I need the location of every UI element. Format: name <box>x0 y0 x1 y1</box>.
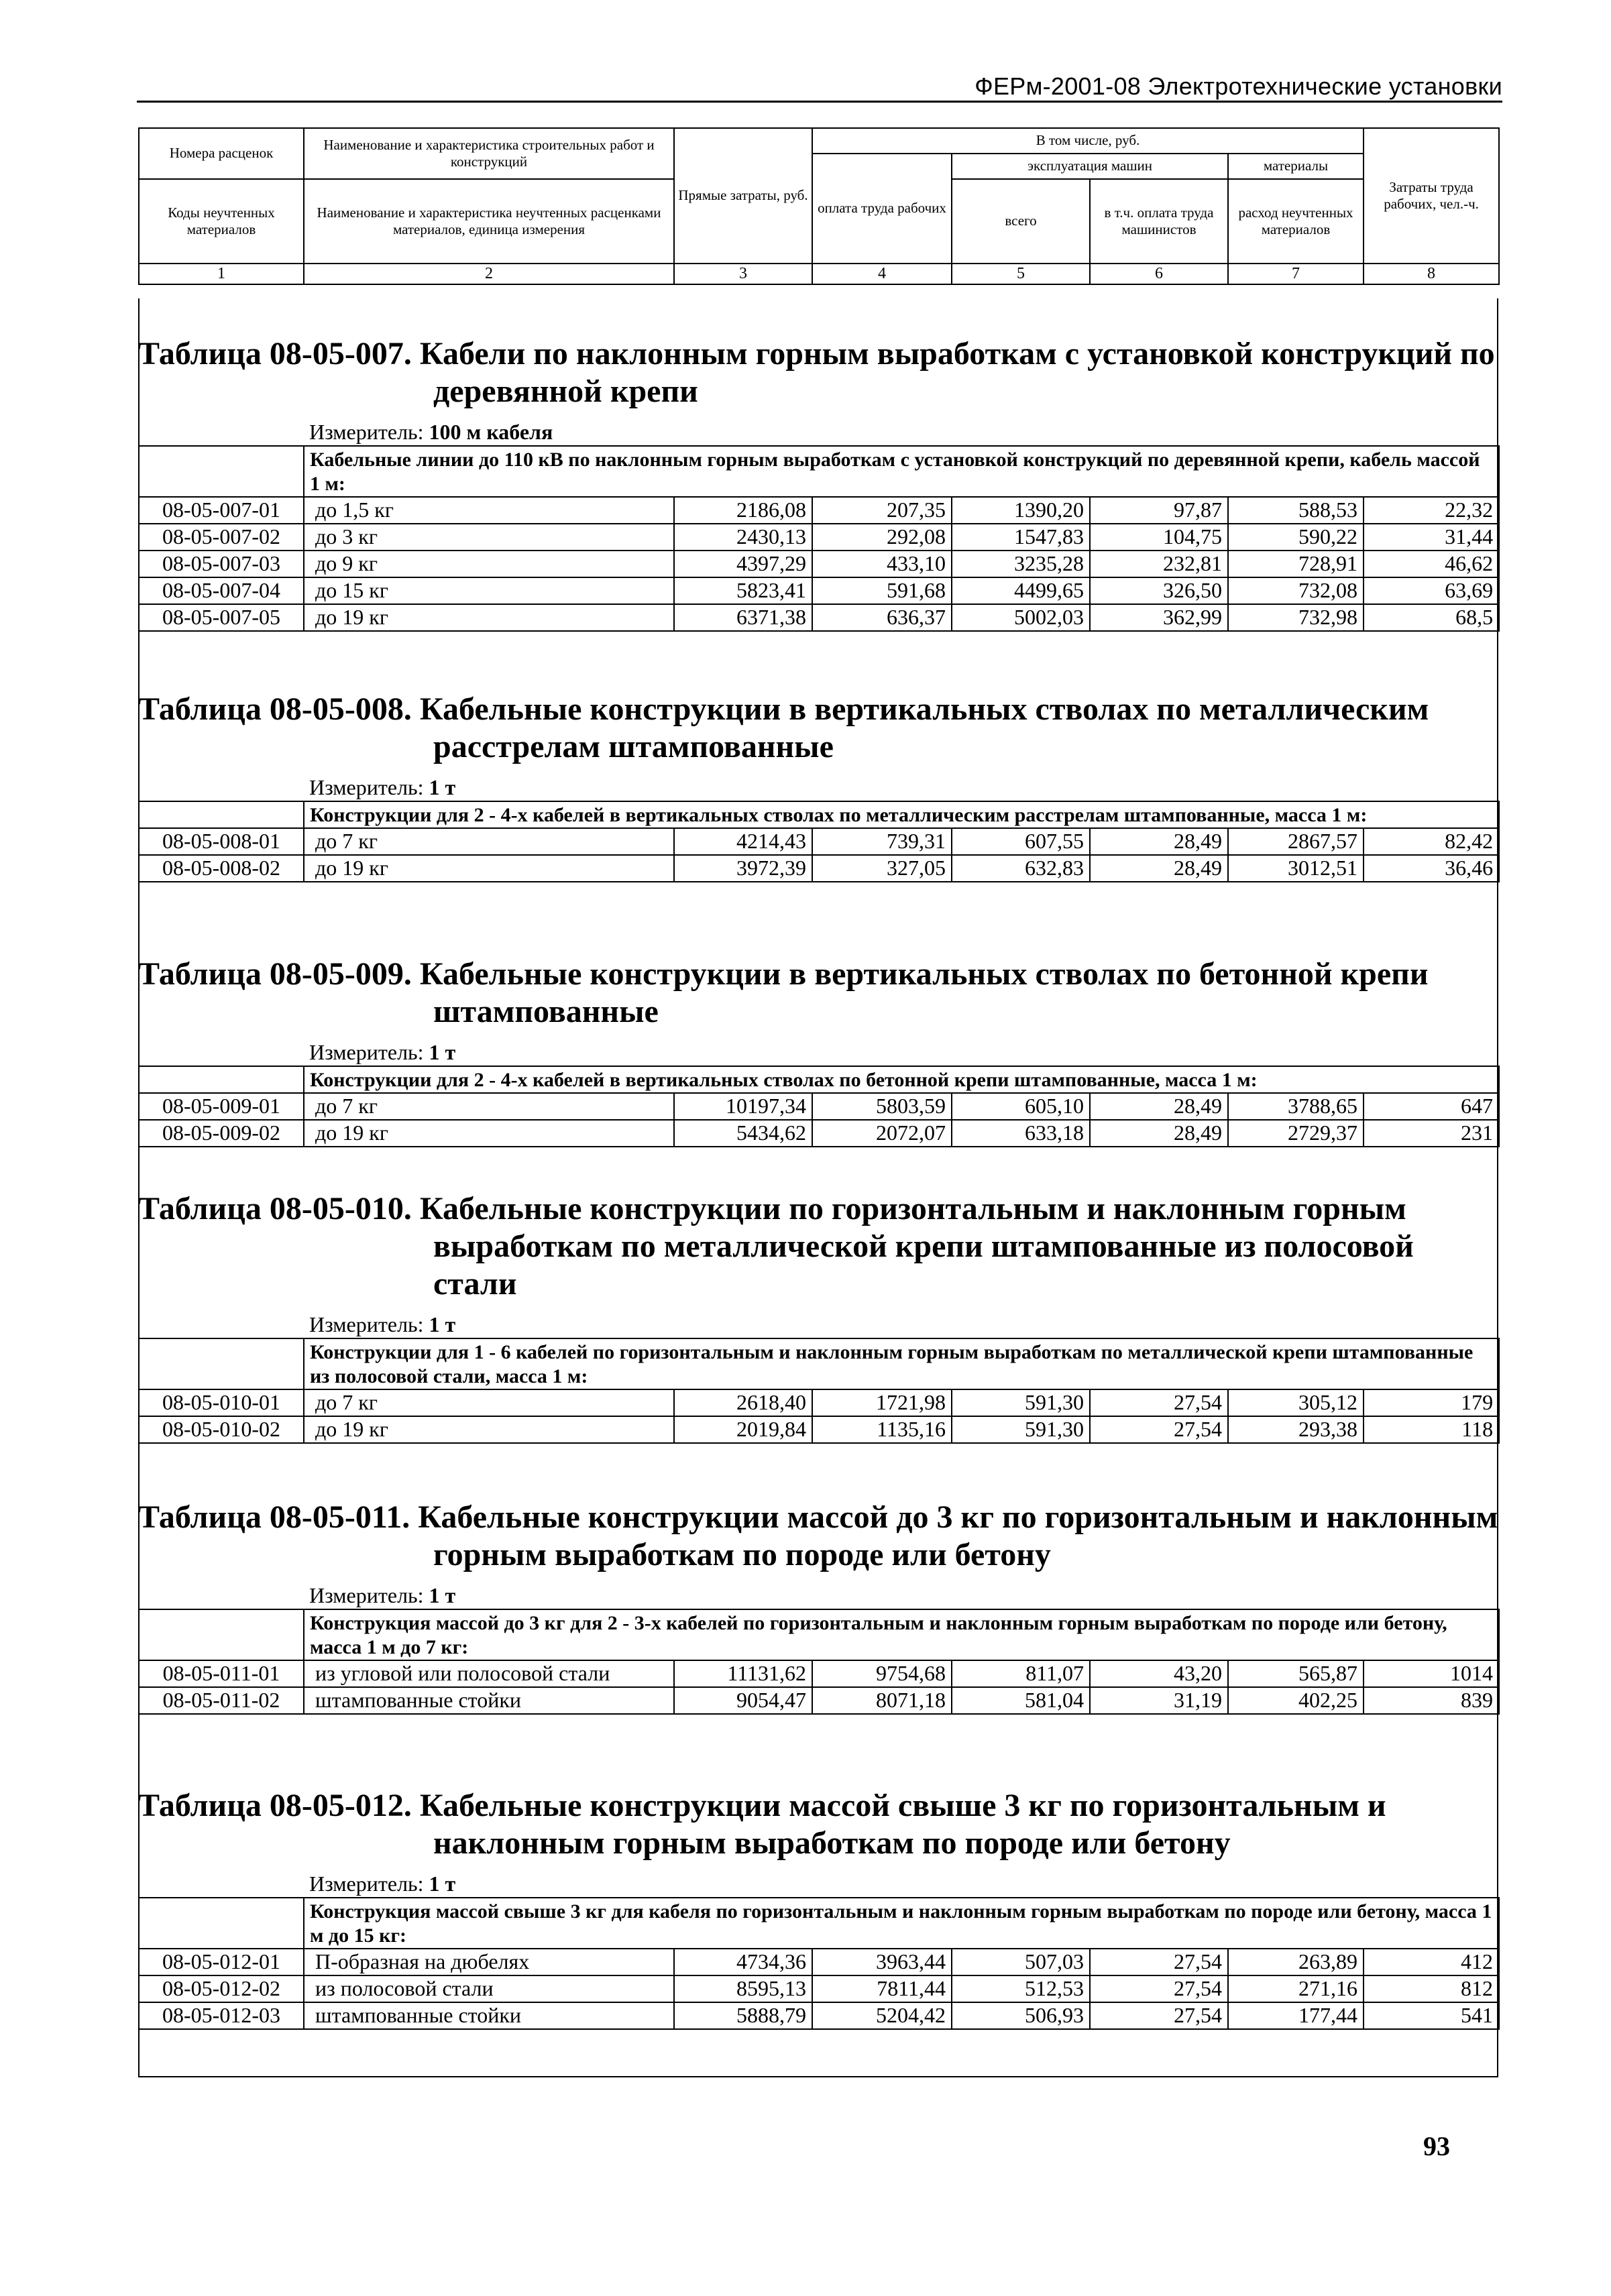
work-name: из полосовой стали <box>304 1975 674 2002</box>
table-title: Таблица 08-05-009. Кабельные конструкции в вертикальных стволах по бетонной крепи штампованные <box>138 956 1429 1029</box>
rate-code: 08-05-010-02 <box>139 1416 304 1443</box>
header-rule <box>137 101 1502 103</box>
materials-cost: 590,22 <box>1228 524 1364 551</box>
operators-pay: 27,54 <box>1090 1389 1228 1416</box>
measure-label: Измеритель: <box>309 1040 429 1064</box>
materials-cost: 732,98 <box>1228 604 1364 631</box>
materials-cost: 728,91 <box>1228 551 1364 577</box>
rate-table-section <box>138 1787 1498 2030</box>
machines-total: 607,55 <box>952 828 1090 855</box>
materials-group-header: материалы <box>1228 154 1364 179</box>
labor-hours: 839 <box>1364 1687 1499 1714</box>
measure-value: 100 м кабеля <box>429 420 553 444</box>
operators-pay: 43,20 <box>1090 1660 1228 1687</box>
rate-table <box>138 801 1500 882</box>
labor-hours: 68,5 <box>1364 604 1499 631</box>
table-row <box>139 1949 1499 1975</box>
col2-top-header: Наименование и характеристика строительных работ и конструкций <box>304 128 674 179</box>
measure-value: 1 т <box>429 775 456 799</box>
rate-table-section <box>138 1499 1498 1715</box>
direct-costs: 10197,34 <box>674 1093 812 1120</box>
materials-cost: 305,12 <box>1228 1389 1364 1416</box>
materials-cost: 263,89 <box>1228 1949 1364 1975</box>
operators-pay: 362,99 <box>1090 604 1228 631</box>
table-description: Конструкции для 2 - 4-х кабелей в вертикальных стволах по металлическим расстрелам штампованные, масса 1 м: <box>304 801 1499 828</box>
col1-bottom-header: Коды неучтенных материалов <box>139 179 304 264</box>
materials-cost: 565,87 <box>1228 1660 1364 1687</box>
materials-cost: 2867,57 <box>1228 828 1364 855</box>
table-description: Конструкция массой свыше 3 кг для кабеля по горизонтальным и наклонным горным выработкам по породе или бетону, масса 1 м до 15 кг: <box>304 1898 1499 1949</box>
direct-costs: 9054,47 <box>674 1687 812 1714</box>
col-number: 2 <box>304 264 674 284</box>
direct-costs: 5434,62 <box>674 1120 812 1147</box>
machines-total: 811,07 <box>952 1660 1090 1687</box>
measure-unit <box>309 1582 1498 1609</box>
measure-unit <box>309 1870 1498 1897</box>
labor-hours: 1014 <box>1364 1660 1499 1687</box>
col-number: 1 <box>139 264 304 284</box>
operators-pay: 27,54 <box>1090 1975 1228 2002</box>
direct-costs: 8595,13 <box>674 1975 812 2002</box>
labor-hours: 36,46 <box>1364 855 1499 882</box>
labor-hours: 231 <box>1364 1120 1499 1147</box>
labor-hours: 412 <box>1364 1949 1499 1975</box>
labor-hours: 541 <box>1364 2002 1499 2029</box>
col6-header: в т.ч. оплата труда машинистов <box>1090 179 1228 264</box>
operators-pay: 31,19 <box>1090 1687 1228 1714</box>
col5-header: всего <box>952 179 1090 264</box>
measure-unit <box>309 418 1498 445</box>
direct-costs: 4397,29 <box>674 551 812 577</box>
operators-pay: 28,49 <box>1090 855 1228 882</box>
machines-total: 512,53 <box>952 1975 1090 2002</box>
col8-header: Затраты труда рабочих, чел.-ч. <box>1364 128 1499 264</box>
rate-table <box>138 1338 1500 1444</box>
labor-pay: 9754,68 <box>812 1660 952 1687</box>
running-header: ФЕРм-2001-08 Электротехнические установки <box>975 72 1502 100</box>
rate-code: 08-05-010-01 <box>139 1389 304 1416</box>
rate-code: 08-05-007-02 <box>139 524 304 551</box>
materials-cost: 177,44 <box>1228 2002 1364 2029</box>
materials-cost: 293,38 <box>1228 1416 1364 1443</box>
labor-hours: 812 <box>1364 1975 1499 2002</box>
labor-hours: 118 <box>1364 1416 1499 1443</box>
rate-table-section <box>138 691 1498 882</box>
measure-value: 1 т <box>429 1040 456 1064</box>
work-name: до 19 кг <box>304 604 674 631</box>
table-description: Кабельные линии до 110 кВ по наклонным горным выработкам с установкой конструкций по деревянной крепи, кабель массой 1 м: <box>304 446 1499 497</box>
direct-costs: 2430,13 <box>674 524 812 551</box>
col1-top-header: Номера расценок <box>139 128 304 179</box>
table-row <box>139 855 1499 882</box>
rate-code: 08-05-008-01 <box>139 828 304 855</box>
labor-pay: 1721,98 <box>812 1389 952 1416</box>
direct-costs: 4734,36 <box>674 1949 812 1975</box>
work-name: штампованные стойки <box>304 1687 674 1714</box>
table-title: Таблица 08-05-010. Кабельные конструкции по горизонтальным и наклонным горным выработкам по металлической крепи штампованные из полосовой стали <box>138 1191 1414 1302</box>
table-description: Конструкция массой до 3 кг для 2 - 3-х кабелей по горизонтальным и наклонным горным выработкам по породе или бетону, масса 1 м до 7 кг: <box>304 1609 1499 1660</box>
table-row <box>139 1687 1499 1714</box>
measure-label: Измеритель: <box>309 1312 429 1336</box>
table-row <box>139 604 1499 631</box>
table-row <box>139 1660 1499 1687</box>
col-number: 7 <box>1228 264 1364 284</box>
machines-total: 1547,83 <box>952 524 1090 551</box>
operators-pay: 104,75 <box>1090 524 1228 551</box>
work-name: до 19 кг <box>304 1120 674 1147</box>
labor-hours: 46,62 <box>1364 551 1499 577</box>
machines-total: 581,04 <box>952 1687 1090 1714</box>
labor-hours: 31,44 <box>1364 524 1499 551</box>
labor-pay: 5204,42 <box>812 2002 952 2029</box>
labor-pay: 7811,44 <box>812 1975 952 2002</box>
machines-total: 4499,65 <box>952 577 1090 604</box>
table-row <box>139 524 1499 551</box>
work-name: до 7 кг <box>304 1389 674 1416</box>
rate-code: 08-05-012-01 <box>139 1949 304 1975</box>
col-number: 8 <box>1364 264 1499 284</box>
rate-code: 08-05-011-02 <box>139 1687 304 1714</box>
rate-code: 08-05-007-03 <box>139 551 304 577</box>
measure-label: Измеритель: <box>309 1872 429 1896</box>
materials-cost: 732,08 <box>1228 577 1364 604</box>
labor-pay: 739,31 <box>812 828 952 855</box>
measure-label: Измеритель: <box>309 420 429 444</box>
measure-label: Измеритель: <box>309 775 429 799</box>
materials-cost: 271,16 <box>1228 1975 1364 2002</box>
work-name: до 19 кг <box>304 855 674 882</box>
col7-header: расход неучтенных материалов <box>1228 179 1364 264</box>
col-number: 3 <box>674 264 812 284</box>
machines-total: 507,03 <box>952 1949 1090 1975</box>
direct-costs: 2019,84 <box>674 1416 812 1443</box>
materials-cost: 2729,37 <box>1228 1120 1364 1147</box>
rate-table <box>138 1609 1500 1715</box>
rate-table <box>138 1066 1500 1147</box>
work-name: до 7 кг <box>304 828 674 855</box>
col-number: 5 <box>952 264 1090 284</box>
work-name: из угловой или полосовой стали <box>304 1660 674 1687</box>
work-name: до 1,5 кг <box>304 497 674 524</box>
rate-code: 08-05-009-02 <box>139 1120 304 1147</box>
materials-cost: 588,53 <box>1228 497 1364 524</box>
rate-table <box>138 445 1500 632</box>
rate-code: 08-05-009-01 <box>139 1093 304 1120</box>
labor-pay: 8071,18 <box>812 1687 952 1714</box>
work-name: до 9 кг <box>304 551 674 577</box>
labor-hours: 179 <box>1364 1389 1499 1416</box>
labor-pay: 3963,44 <box>812 1949 952 1975</box>
col3-header: Прямые затраты, руб. <box>674 128 812 264</box>
work-name: до 7 кг <box>304 1093 674 1120</box>
machines-total: 633,18 <box>952 1120 1090 1147</box>
table-row <box>139 1416 1499 1443</box>
rate-code: 08-05-012-03 <box>139 2002 304 2029</box>
table-row <box>139 828 1499 855</box>
table-row <box>139 551 1499 577</box>
machines-total: 3235,28 <box>952 551 1090 577</box>
table-title: Таблица 08-05-011. Кабельные конструкции массой до 3 кг по горизонтальным и наклонным горным выработкам по породе или бетону <box>138 1499 1498 1572</box>
labor-pay: 327,05 <box>812 855 952 882</box>
operators-pay: 27,54 <box>1090 2002 1228 2029</box>
work-name: штампованные стойки <box>304 2002 674 2029</box>
measure-unit <box>309 1311 1498 1338</box>
operators-pay: 27,54 <box>1090 1949 1228 1975</box>
col-number: 4 <box>812 264 952 284</box>
work-name: до 15 кг <box>304 577 674 604</box>
rate-code: 08-05-011-01 <box>139 1660 304 1687</box>
operators-pay: 326,50 <box>1090 577 1228 604</box>
machines-total: 632,83 <box>952 855 1090 882</box>
machines-total: 605,10 <box>952 1093 1090 1120</box>
rate-table <box>138 1897 1500 2030</box>
labor-hours: 647 <box>1364 1093 1499 1120</box>
direct-costs: 5823,41 <box>674 577 812 604</box>
direct-costs: 2618,40 <box>674 1389 812 1416</box>
labor-hours: 82,42 <box>1364 828 1499 855</box>
measure-value: 1 т <box>429 1583 456 1607</box>
table-row <box>139 1120 1499 1147</box>
machines-group-header: эксплуатация машин <box>952 154 1228 179</box>
rate-code: 08-05-007-04 <box>139 577 304 604</box>
table-row <box>139 497 1499 524</box>
page-number: 93 <box>1423 2131 1450 2161</box>
table-row <box>139 1093 1499 1120</box>
table-title: Таблица 08-05-012. Кабельные конструкции массой свыше 3 кг по горизонтальным и наклонным горным выработкам по породе или бетону <box>138 1788 1386 1861</box>
operators-pay: 28,49 <box>1090 1093 1228 1120</box>
table-row <box>139 1389 1499 1416</box>
table-row <box>139 2002 1499 2029</box>
materials-cost: 3012,51 <box>1228 855 1364 882</box>
including-group-header: В том числе, руб. <box>812 128 1364 154</box>
col2-bottom-header: Наименование и характеристика неучтенных расценками материалов, единица измерения <box>304 179 674 264</box>
direct-costs: 5888,79 <box>674 2002 812 2029</box>
col-number: 6 <box>1090 264 1228 284</box>
labor-hours: 63,69 <box>1364 577 1499 604</box>
machines-total: 1390,20 <box>952 497 1090 524</box>
table-title: Таблица 08-05-007. Кабели по наклонным горным выработкам с установкой конструкций по деревянной крепи <box>138 336 1495 409</box>
operators-pay: 232,81 <box>1090 551 1228 577</box>
rate-code: 08-05-007-01 <box>139 497 304 524</box>
table-description: Конструкции для 2 - 4-х кабелей в вертикальных стволах по бетонной крепи штампованные, масса 1 м: <box>304 1066 1499 1093</box>
rate-table-section <box>138 1190 1498 1444</box>
labor-pay: 433,10 <box>812 551 952 577</box>
labor-pay: 2072,07 <box>812 1120 952 1147</box>
operators-pay: 28,49 <box>1090 1120 1228 1147</box>
machines-total: 591,30 <box>952 1389 1090 1416</box>
direct-costs: 2186,08 <box>674 497 812 524</box>
operators-pay: 97,87 <box>1090 497 1228 524</box>
work-name: до 3 кг <box>304 524 674 551</box>
table-title: Таблица 08-05-008. Кабельные конструкции в вертикальных стволах по металлическим расстрелам штампованные <box>138 691 1429 764</box>
labor-pay: 636,37 <box>812 604 952 631</box>
work-name: П-образная на дюбелях <box>304 1949 674 1975</box>
labor-pay: 1135,16 <box>812 1416 952 1443</box>
measure-value: 1 т <box>429 1312 456 1336</box>
direct-costs: 3972,39 <box>674 855 812 882</box>
machines-total: 5002,03 <box>952 604 1090 631</box>
measure-value: 1 т <box>429 1872 456 1896</box>
measure-label: Измеритель: <box>309 1583 429 1607</box>
rate-code: 08-05-008-02 <box>139 855 304 882</box>
labor-pay: 207,35 <box>812 497 952 524</box>
col4-header: оплата труда рабочих <box>812 154 952 264</box>
operators-pay: 28,49 <box>1090 828 1228 855</box>
table-description: Конструкции для 1 - 6 кабелей по горизонтальным и наклонным горным выработкам по металлической крепи штампованные из полосовой стали, масса 1 м: <box>304 1338 1499 1389</box>
direct-costs: 11131,62 <box>674 1660 812 1687</box>
labor-pay: 591,68 <box>812 577 952 604</box>
measure-unit <box>309 1039 1498 1066</box>
labor-pay: 5803,59 <box>812 1093 952 1120</box>
rate-code: 08-05-012-02 <box>139 1975 304 2002</box>
rate-code: 08-05-007-05 <box>139 604 304 631</box>
work-name: до 19 кг <box>304 1416 674 1443</box>
operators-pay: 27,54 <box>1090 1416 1228 1443</box>
machines-total: 591,30 <box>952 1416 1090 1443</box>
direct-costs: 4214,43 <box>674 828 812 855</box>
measure-unit <box>309 774 1498 801</box>
column-header-table <box>138 127 1500 285</box>
table-row <box>139 1975 1499 2002</box>
materials-cost: 402,25 <box>1228 1687 1364 1714</box>
labor-hours: 22,32 <box>1364 497 1499 524</box>
rate-table-section <box>138 956 1498 1147</box>
direct-costs: 6371,38 <box>674 604 812 631</box>
materials-cost: 3788,65 <box>1228 1093 1364 1120</box>
rate-table-section <box>138 335 1498 632</box>
machines-total: 506,93 <box>952 2002 1090 2029</box>
table-row <box>139 577 1499 604</box>
labor-pay: 292,08 <box>812 524 952 551</box>
